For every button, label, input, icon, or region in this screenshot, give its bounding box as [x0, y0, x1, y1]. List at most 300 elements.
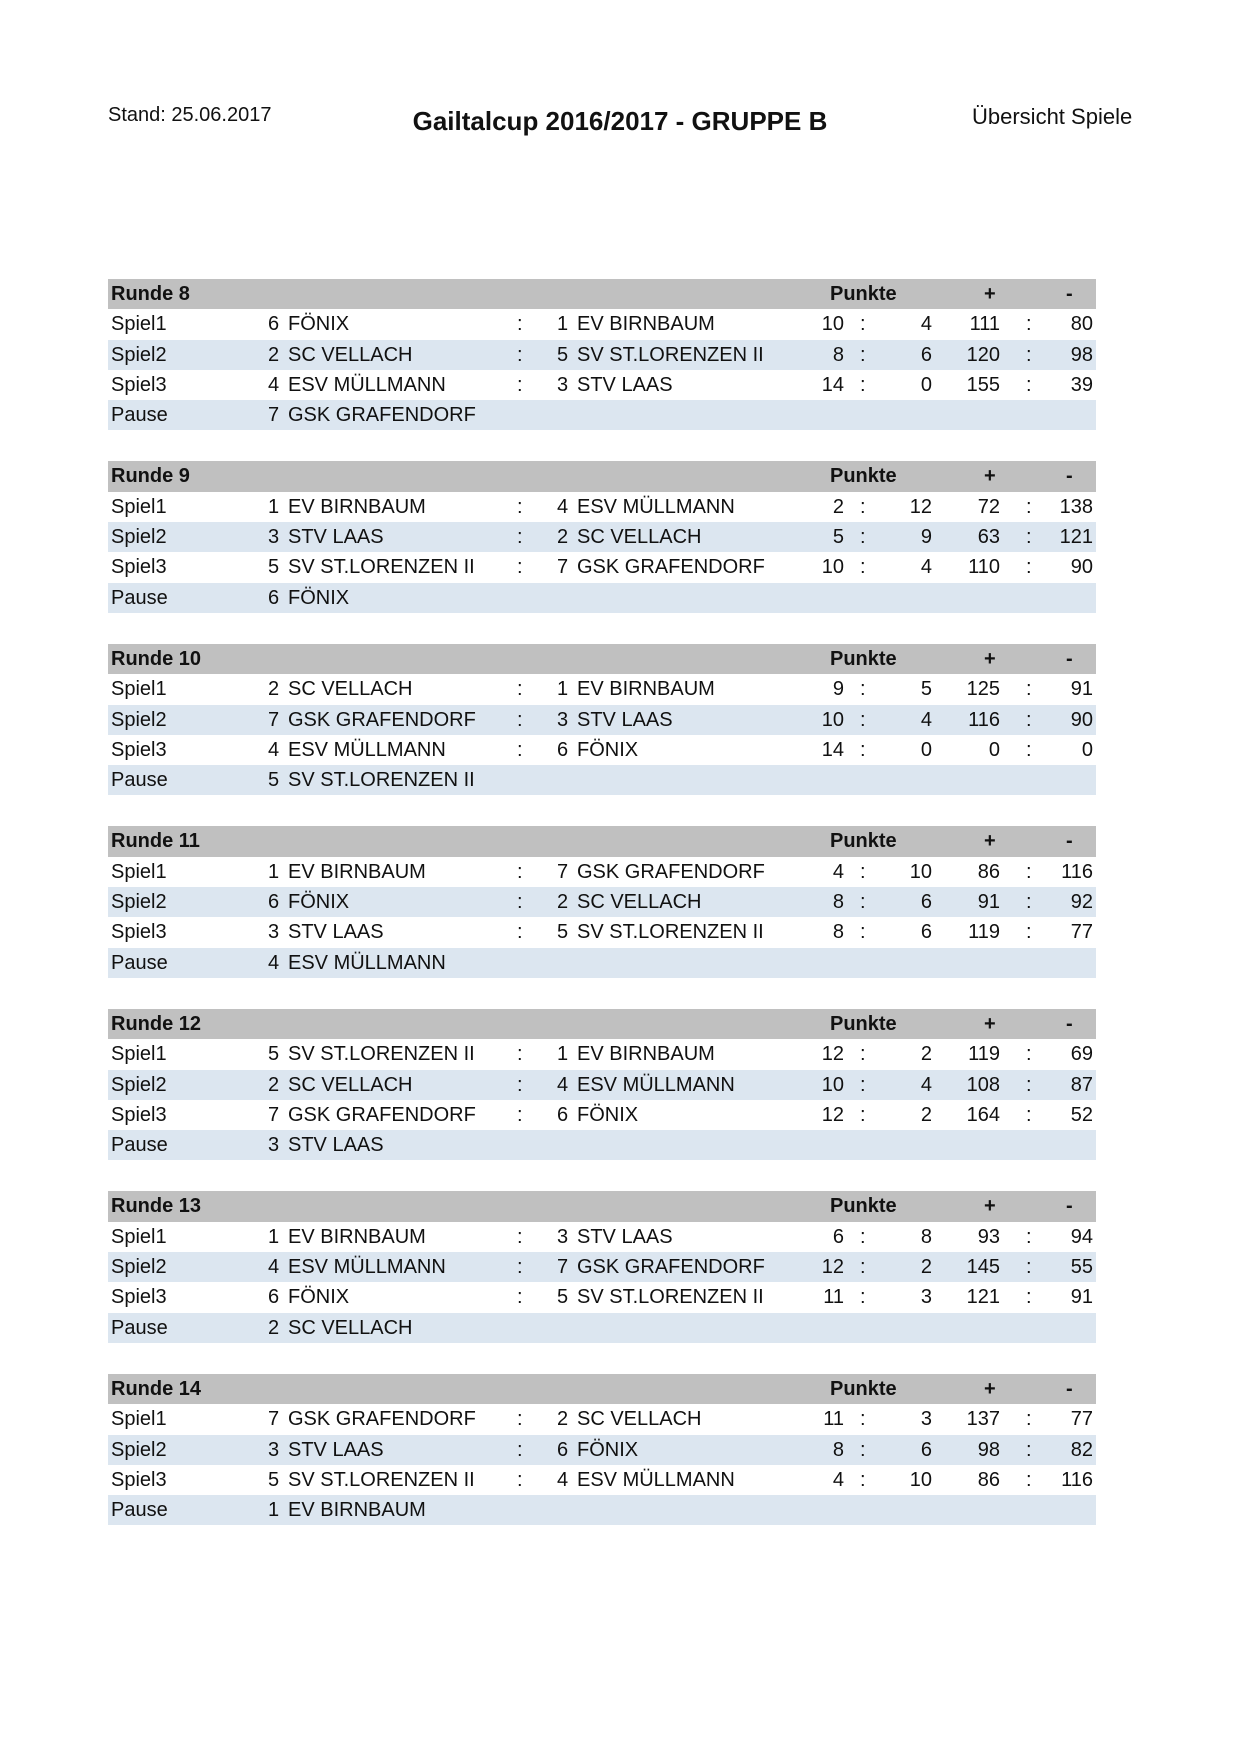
away-team-name: STV LAAS: [577, 373, 673, 396]
plus-score: 108: [966, 1073, 1000, 1096]
vs-separator: :: [517, 1103, 523, 1126]
home-points: 11: [823, 1408, 844, 1431]
minus-score: 55: [1070, 1256, 1093, 1279]
home-team-name: EV BIRNBAUM: [288, 1225, 426, 1248]
pause-label: Pause: [111, 1134, 168, 1157]
plus-score: 119: [968, 921, 1000, 944]
pause-team-name: GSK GRAFENDORF: [288, 404, 476, 427]
home-team-name: FÖNIX: [288, 313, 350, 336]
away-team-number: 3: [557, 1225, 569, 1248]
score-separator: :: [1026, 708, 1032, 731]
home-team-name: FÖNIX: [288, 1286, 350, 1309]
home-team-number: 6: [268, 891, 280, 914]
home-team-number: 7: [268, 1103, 280, 1126]
points-separator: :: [860, 526, 866, 549]
home-team-number: 6: [268, 1286, 280, 1309]
away-points: 5: [920, 678, 932, 701]
away-team-number: 4: [557, 495, 569, 518]
home-points: 4: [832, 1468, 844, 1491]
game-row: [108, 1435, 1096, 1465]
away-team-name: FÖNIX: [577, 1438, 639, 1461]
points-column-header: Punkte: [830, 647, 897, 670]
pause-team-number: 7: [268, 404, 280, 427]
away-team-number: 4: [557, 1468, 569, 1491]
pause-row: [108, 1130, 1096, 1160]
points-separator: :: [860, 1043, 866, 1066]
points-column-header: Punkte: [830, 283, 897, 305]
home-team-name: SC VELLACH: [288, 678, 413, 701]
score-separator: :: [1026, 1408, 1032, 1431]
home-team-number: 1: [268, 860, 280, 883]
points-separator: :: [860, 1256, 866, 1279]
points-separator: :: [860, 738, 866, 761]
game-label: Spiel3: [111, 1286, 167, 1309]
pause-row: [108, 1495, 1096, 1525]
plus-column-header: +: [984, 1377, 996, 1400]
pause-team-name: EV BIRNBAUM: [288, 1499, 426, 1522]
home-team-number: 4: [268, 373, 280, 396]
away-points: 9: [920, 526, 932, 549]
points-separator: :: [860, 1103, 866, 1126]
away-points: 2: [920, 1103, 932, 1126]
game-label: Spiel1: [111, 1225, 167, 1248]
points-column-header: Punkte: [830, 1195, 897, 1218]
home-points: 12: [821, 1043, 844, 1066]
away-team-number: 6: [557, 738, 569, 761]
away-points: 4: [920, 313, 932, 336]
away-team-name: STV LAAS: [577, 708, 673, 731]
pause-label: Pause: [111, 769, 168, 792]
away-points: 4: [920, 708, 932, 731]
game-label: Spiel2: [111, 1073, 167, 1096]
minus-column-header: -: [1066, 1377, 1073, 1400]
points-separator: :: [860, 1438, 866, 1461]
plus-score: 72: [977, 495, 1000, 518]
pause-row: [108, 583, 1096, 613]
home-points: 10: [821, 708, 844, 731]
away-points: 10: [909, 1468, 932, 1491]
away-points: 8: [920, 1225, 932, 1248]
minus-score: 91: [1070, 1286, 1093, 1309]
vs-separator: :: [517, 373, 523, 396]
home-team-number: 3: [268, 526, 280, 549]
home-team-number: 5: [268, 1043, 280, 1066]
points-column-header: Punkte: [830, 1377, 897, 1400]
home-team-number: 1: [268, 1225, 280, 1248]
away-points: 3: [920, 1286, 932, 1309]
home-points: 4: [832, 860, 844, 883]
plus-score: 86: [977, 1468, 1000, 1491]
round-block: [108, 1191, 1096, 1342]
game-row: [108, 1252, 1096, 1282]
points-separator: :: [860, 708, 866, 731]
round-header-row: [108, 1009, 1096, 1039]
score-separator: :: [1026, 921, 1032, 944]
away-points: 10: [909, 860, 932, 883]
pause-team-number: 6: [268, 586, 280, 609]
away-points: 2: [920, 1256, 932, 1279]
score-separator: :: [1026, 495, 1032, 518]
minus-score: 77: [1070, 921, 1093, 944]
game-row: [108, 522, 1096, 552]
away-points: 2: [920, 1043, 932, 1066]
round-header-row: [108, 1374, 1096, 1404]
plus-score: 121: [966, 1286, 1000, 1309]
vs-separator: :: [517, 1225, 523, 1248]
pause-label: Pause: [111, 951, 168, 974]
minus-score: 39: [1070, 373, 1093, 396]
vs-separator: :: [517, 313, 523, 336]
home-team-number: 5: [268, 556, 280, 579]
minus-score: 90: [1070, 556, 1093, 579]
points-separator: :: [860, 373, 866, 396]
vs-separator: :: [517, 1468, 523, 1491]
home-points: 14: [821, 738, 844, 761]
minus-column-header: -: [1066, 830, 1073, 853]
away-team-number: 5: [557, 1286, 569, 1309]
away-team-number: 2: [557, 891, 569, 914]
home-team-number: 4: [268, 738, 280, 761]
round-title: Runde 14: [111, 1377, 202, 1400]
minus-score: 0: [1081, 738, 1093, 761]
home-team-name: STV LAAS: [288, 1438, 384, 1461]
home-team-number: 7: [268, 1408, 280, 1431]
game-row: [108, 735, 1096, 765]
pause-team-number: 2: [268, 1316, 280, 1339]
minus-score: 87: [1070, 1073, 1093, 1096]
pause-label: Pause: [111, 1316, 168, 1339]
home-team-number: 3: [268, 921, 280, 944]
game-label: Spiel3: [111, 738, 167, 761]
home-points: 8: [832, 343, 844, 366]
away-team-name: FÖNIX: [577, 738, 639, 761]
away-team-number: 3: [557, 708, 569, 731]
points-column-header: Punkte: [830, 1012, 897, 1035]
plus-score: 116: [968, 708, 1000, 731]
plus-score: 145: [966, 1256, 1000, 1279]
points-separator: :: [860, 343, 866, 366]
pause-team-name: ESV MÜLLMANN: [288, 951, 446, 974]
away-team-name: EV BIRNBAUM: [577, 313, 715, 336]
pause-label: Pause: [111, 1499, 168, 1522]
home-team-name: GSK GRAFENDORF: [288, 1408, 476, 1431]
home-points: 2: [832, 495, 844, 518]
game-label: Spiel2: [111, 526, 167, 549]
game-label: Spiel1: [111, 313, 167, 336]
vs-separator: :: [517, 556, 523, 579]
vs-separator: :: [517, 1408, 523, 1431]
away-team-number: 2: [557, 526, 569, 549]
away-points: 6: [920, 891, 932, 914]
game-row: [108, 309, 1096, 339]
game-row: [108, 1282, 1096, 1312]
home-team-name: SV ST.LORENZEN II: [288, 1043, 475, 1066]
home-team-name: ESV MÜLLMANN: [288, 738, 446, 761]
minus-score: 80: [1070, 313, 1093, 336]
points-separator: :: [860, 678, 866, 701]
game-label: Spiel2: [111, 1256, 167, 1279]
round-block: [108, 1009, 1096, 1160]
plus-score: 93: [977, 1225, 1000, 1248]
home-points: 8: [832, 891, 844, 914]
round-title: Runde 11: [111, 830, 200, 853]
round-header-row: [108, 826, 1096, 856]
score-separator: :: [1026, 1286, 1032, 1309]
score-separator: :: [1026, 1073, 1032, 1096]
page-subtitle: Übersicht Spiele: [972, 104, 1133, 129]
home-points: 11: [823, 1286, 844, 1309]
home-points: 14: [821, 373, 844, 396]
round-block: [108, 279, 1096, 430]
home-team-name: SV ST.LORENZEN II: [288, 1468, 475, 1491]
game-label: Spiel1: [111, 860, 167, 883]
away-points: 6: [920, 1438, 932, 1461]
points-column-header: Punkte: [830, 465, 897, 488]
away-team-number: 6: [557, 1438, 569, 1461]
round-header-row: [108, 644, 1096, 674]
points-separator: :: [860, 1408, 866, 1431]
points-separator: :: [860, 556, 866, 579]
plus-score: 125: [966, 678, 1000, 701]
minus-score: 52: [1070, 1103, 1093, 1126]
minus-column-header: -: [1066, 283, 1073, 305]
plus-score: 63: [977, 526, 1000, 549]
away-team-number: 6: [557, 1103, 569, 1126]
vs-separator: :: [517, 1073, 523, 1096]
minus-score: 94: [1070, 1225, 1093, 1248]
away-team-name: STV LAAS: [577, 1225, 673, 1248]
vs-separator: :: [517, 891, 523, 914]
plus-column-header: +: [984, 283, 996, 305]
away-team-name: FÖNIX: [577, 1103, 639, 1126]
score-separator: :: [1026, 1043, 1032, 1066]
minus-score: 77: [1070, 1408, 1093, 1431]
vs-separator: :: [517, 921, 523, 944]
vs-separator: :: [517, 495, 523, 518]
home-team-name: STV LAAS: [288, 921, 384, 944]
plus-score: 155: [966, 373, 1000, 396]
plus-column-header: +: [984, 1012, 996, 1035]
home-team-number: 3: [268, 1438, 280, 1461]
game-row: [108, 705, 1096, 735]
game-row: [108, 370, 1096, 400]
vs-separator: :: [517, 1286, 523, 1309]
game-label: Spiel2: [111, 708, 167, 731]
stand-date: Stand: 25.06.2017: [108, 104, 272, 126]
game-label: Spiel1: [111, 678, 167, 701]
plus-score: 111: [969, 313, 1000, 336]
score-separator: :: [1026, 373, 1032, 396]
home-team-name: SC VELLACH: [288, 1073, 413, 1096]
home-team-number: 2: [268, 678, 280, 701]
plus-score: 98: [977, 1438, 1000, 1461]
minus-score: 90: [1070, 708, 1093, 731]
minus-score: 82: [1070, 1438, 1093, 1461]
home-team-number: 5: [268, 1468, 280, 1491]
round-header-row: [108, 1191, 1096, 1221]
minus-score: 138: [1059, 495, 1093, 518]
minus-column-header: -: [1066, 647, 1073, 670]
away-points: 4: [920, 1073, 932, 1096]
away-team-name: SC VELLACH: [577, 1408, 702, 1431]
game-row: [108, 674, 1096, 704]
home-team-name: GSK GRAFENDORF: [288, 1103, 476, 1126]
away-team-number: 7: [557, 860, 569, 883]
game-row: [108, 887, 1096, 917]
home-points: 8: [832, 921, 844, 944]
home-team-name: EV BIRNBAUM: [288, 495, 426, 518]
away-team-name: ESV MÜLLMANN: [577, 1468, 735, 1491]
round-title: Runde 8: [111, 283, 190, 305]
minus-score: 98: [1070, 343, 1093, 366]
round-block: [108, 1374, 1096, 1525]
game-row: [108, 340, 1096, 370]
plus-score: 164: [966, 1103, 1000, 1126]
game-row: [108, 917, 1096, 947]
game-label: Spiel2: [111, 1438, 167, 1461]
home-team-name: SC VELLACH: [288, 343, 413, 366]
away-team-number: 5: [557, 921, 569, 944]
away-points: 12: [909, 495, 932, 518]
home-team-number: 2: [268, 1073, 280, 1096]
away-team-name: SC VELLACH: [577, 891, 702, 914]
points-separator: :: [860, 1468, 866, 1491]
score-separator: :: [1026, 556, 1032, 579]
vs-separator: :: [517, 738, 523, 761]
game-label: Spiel1: [111, 495, 167, 518]
away-team-name: GSK GRAFENDORF: [577, 1256, 765, 1279]
score-separator: :: [1026, 1103, 1032, 1126]
rounds-table: [108, 279, 1096, 1556]
home-team-name: FÖNIX: [288, 891, 350, 914]
minus-score: 121: [1059, 526, 1093, 549]
score-separator: :: [1026, 313, 1032, 336]
away-points: 6: [920, 343, 932, 366]
home-team-name: EV BIRNBAUM: [288, 860, 426, 883]
points-separator: :: [860, 495, 866, 518]
vs-separator: :: [517, 343, 523, 366]
pause-team-number: 4: [268, 951, 280, 974]
vs-separator: :: [517, 1043, 523, 1066]
points-separator: :: [860, 891, 866, 914]
round-header-row: [108, 461, 1096, 491]
pause-team-name: SV ST.LORENZEN II: [288, 769, 475, 792]
home-team-number: 1: [268, 495, 280, 518]
game-label: Spiel3: [111, 921, 167, 944]
away-points: 4: [920, 556, 932, 579]
plus-column-header: +: [984, 465, 996, 488]
away-team-number: 3: [557, 373, 569, 396]
points-separator: :: [860, 313, 866, 336]
points-separator: :: [860, 921, 866, 944]
minus-score: 91: [1070, 678, 1093, 701]
minus-score: 92: [1070, 891, 1093, 914]
pause-row: [108, 1313, 1096, 1343]
home-team-name: SV ST.LORENZEN II: [288, 556, 475, 579]
points-column-header: Punkte: [830, 830, 897, 853]
away-team-name: SV ST.LORENZEN II: [577, 921, 764, 944]
pause-team-name: FÖNIX: [288, 586, 350, 609]
minus-score: 116: [1061, 1468, 1093, 1491]
plus-score: 137: [966, 1408, 1000, 1431]
plus-column-header: +: [984, 1195, 996, 1218]
home-points: 10: [821, 1073, 844, 1096]
pause-label: Pause: [111, 586, 168, 609]
vs-separator: :: [517, 678, 523, 701]
away-team-name: SV ST.LORENZEN II: [577, 343, 764, 366]
vs-separator: :: [517, 860, 523, 883]
points-separator: :: [860, 1286, 866, 1309]
score-separator: :: [1026, 891, 1032, 914]
game-row: [108, 552, 1096, 582]
pause-team-number: 5: [268, 769, 280, 792]
game-label: Spiel2: [111, 343, 167, 366]
away-team-number: 7: [557, 1256, 569, 1279]
minus-column-header: -: [1066, 1012, 1073, 1035]
round-block: [108, 461, 1096, 612]
plus-score: 86: [977, 860, 1000, 883]
game-label: Spiel2: [111, 891, 167, 914]
away-team-name: SV ST.LORENZEN II: [577, 1286, 764, 1309]
plus-score: 120: [966, 343, 1000, 366]
away-points: 0: [920, 373, 932, 396]
home-points: 6: [832, 1225, 844, 1248]
home-team-name: ESV MÜLLMANN: [288, 1256, 446, 1279]
pause-team-name: STV LAAS: [288, 1134, 384, 1157]
score-separator: :: [1026, 1256, 1032, 1279]
game-label: Spiel1: [111, 1043, 167, 1066]
round-header-row: [108, 279, 1096, 309]
away-team-number: 1: [557, 678, 569, 701]
home-team-number: 2: [268, 343, 280, 366]
plus-score: 0: [988, 738, 1000, 761]
pause-row: [108, 765, 1096, 795]
away-team-name: ESV MÜLLMANN: [577, 495, 735, 518]
home-points: 10: [821, 556, 844, 579]
away-team-name: EV BIRNBAUM: [577, 678, 715, 701]
minus-score: 116: [1061, 860, 1093, 883]
game-row: [108, 1039, 1096, 1069]
home-points: 12: [821, 1103, 844, 1126]
game-row: [108, 857, 1096, 887]
score-separator: :: [1026, 1438, 1032, 1461]
score-separator: :: [1026, 738, 1032, 761]
away-team-name: ESV MÜLLMANN: [577, 1073, 735, 1096]
home-points: 5: [832, 526, 844, 549]
minus-column-header: -: [1066, 1195, 1073, 1218]
minus-column-header: -: [1066, 465, 1073, 488]
round-title: Runde 13: [111, 1195, 202, 1218]
away-points: 6: [920, 921, 932, 944]
score-separator: :: [1026, 678, 1032, 701]
vs-separator: :: [517, 1438, 523, 1461]
away-team-name: GSK GRAFENDORF: [577, 860, 765, 883]
round-title: Runde 9: [111, 465, 190, 488]
game-row: [108, 492, 1096, 522]
home-team-number: 6: [268, 313, 280, 336]
points-separator: :: [860, 1225, 866, 1248]
score-separator: :: [1026, 1225, 1032, 1248]
away-team-name: SC VELLACH: [577, 526, 702, 549]
score-separator: :: [1026, 1468, 1032, 1491]
game-label: Spiel3: [111, 373, 167, 396]
away-team-name: GSK GRAFENDORF: [577, 556, 765, 579]
home-points: 12: [821, 1256, 844, 1279]
game-row: [108, 1100, 1096, 1130]
game-label: Spiel3: [111, 556, 167, 579]
plus-column-header: +: [984, 647, 996, 670]
away-team-number: 1: [557, 313, 569, 336]
